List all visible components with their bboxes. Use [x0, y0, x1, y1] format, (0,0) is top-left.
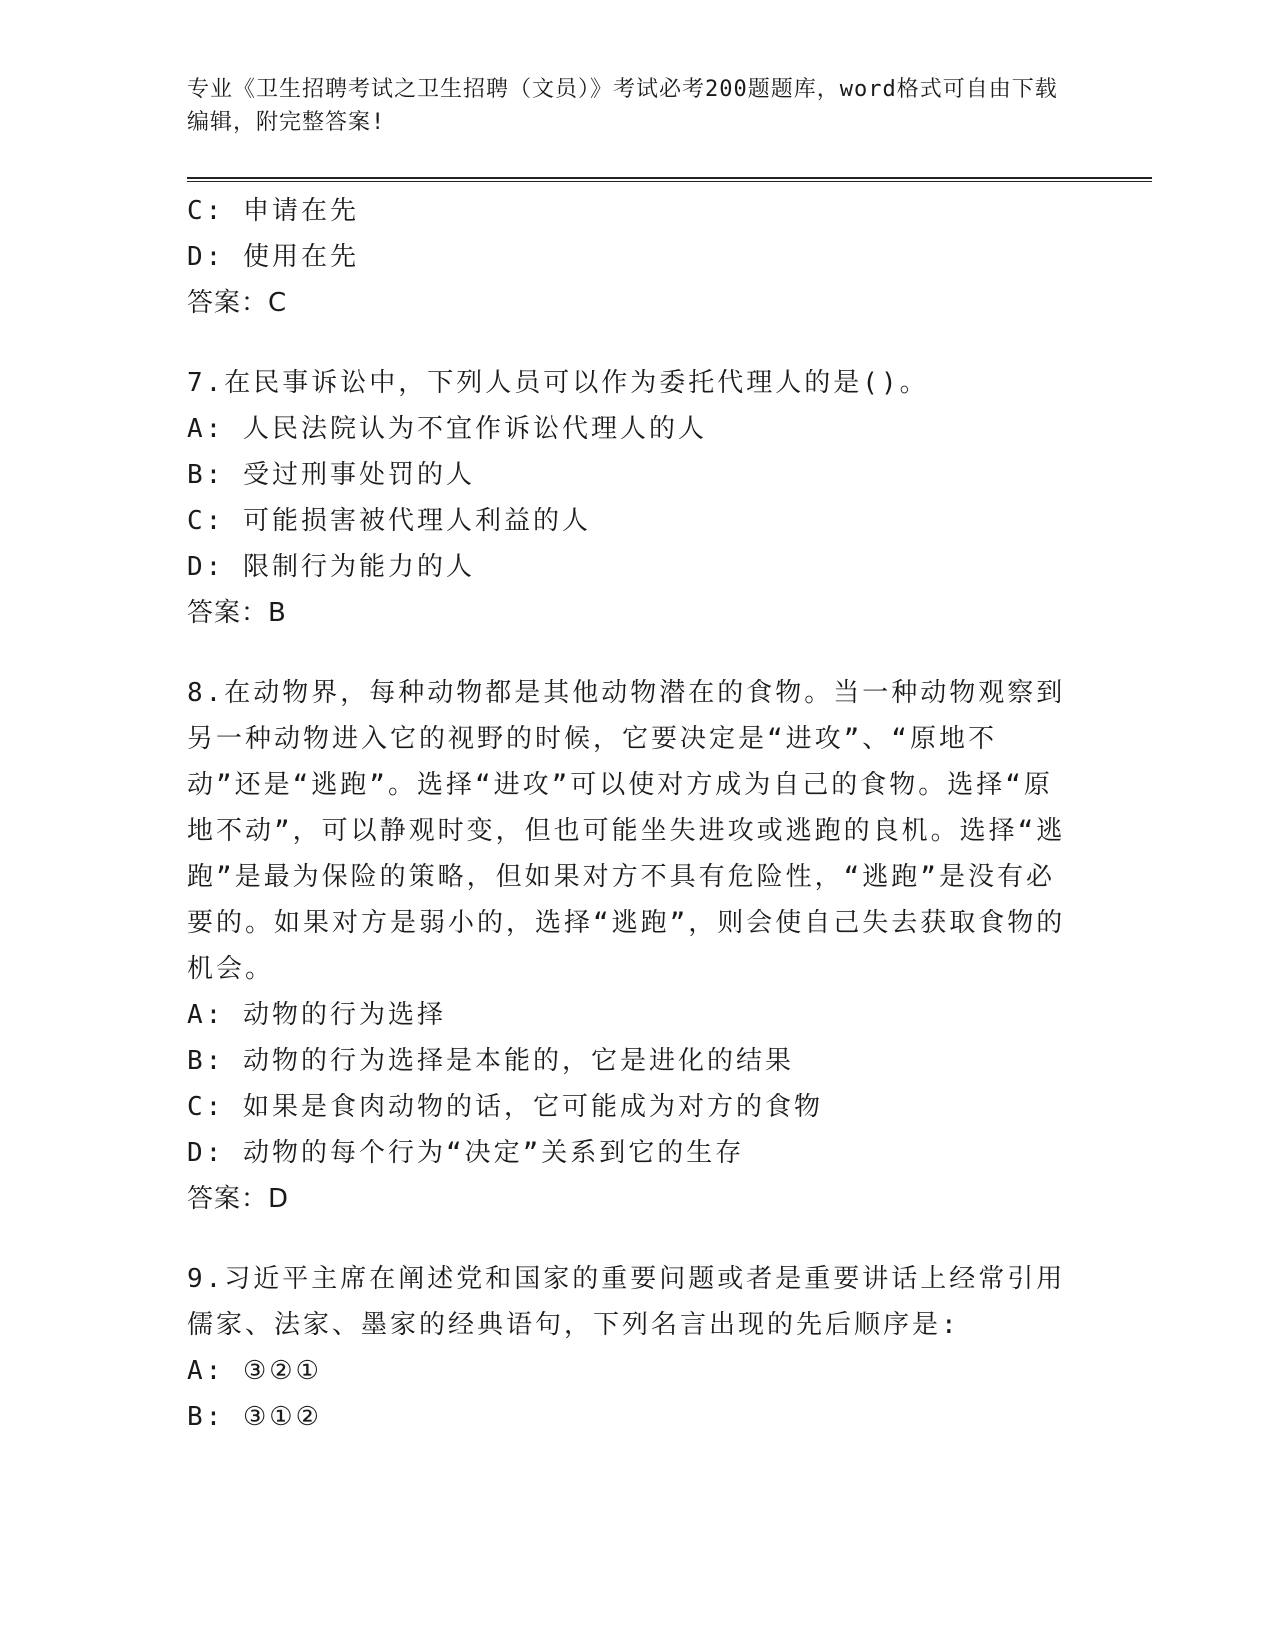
- question-7: [187, 360, 1067, 636]
- option-d: D: 使用在先: [187, 242, 359, 272]
- question-stem: 9.习近平主席在阐述党和国家的重要问题或者是重要讲话上经常引用儒家、法家、墨家的经典语句，下列名言出现的先后顺序是:: [187, 1264, 1066, 1340]
- option-b: B: 动物的行为选择是本能的，它是进化的结果: [187, 1046, 794, 1076]
- option-a: A: 动物的行为选择: [187, 1000, 446, 1030]
- option-a: A: 人民法院认为不宜作诉讼代理人的人: [187, 414, 707, 444]
- option-a: A: ③②①: [187, 1356, 322, 1386]
- option-d: D: 动物的每个行为“决定”关系到它的生存: [187, 1138, 745, 1168]
- previous-question-tail: [187, 188, 1067, 326]
- page-header: 专业《卫生招聘考试之卫生招聘（文员）》考试必考200题题库，word格式可自由下载编辑，附完整答案!: [187, 77, 1058, 135]
- option-b: B: ③①②: [187, 1402, 322, 1432]
- question-9: [187, 1256, 1067, 1440]
- option-c: C: 可能损害被代理人利益的人: [187, 506, 591, 536]
- answer-line: 答案：B: [187, 598, 287, 628]
- option-b: B: 受过刑事处罚的人: [187, 460, 475, 490]
- option-c: C: 如果是食肉动物的话，它可能成为对方的食物: [187, 1092, 823, 1122]
- answer-line: 答案：D: [187, 1184, 290, 1214]
- question-8: [187, 670, 1067, 1222]
- question-stem: 7.在民事诉讼中，下列人员可以作为委托代理人的是()。: [187, 368, 929, 398]
- answer-line: 答案：C: [187, 288, 288, 318]
- option-c: C: 申请在先: [187, 196, 359, 226]
- header-divider: [187, 177, 1152, 182]
- question-stem: 8.在动物界，每种动物都是其他动物潜在的食物。当一种动物观察到另一种动物进入它的视野的时候，它要决定是“进攻”、“原地不动”还是“逃跑”。选择“进攻”可以使对方成为自己的食物。选择“原地不动”，可以静观时变，但也可能坐失进攻或逃跑的良机。选择“逃跑”是最为保险的策略，但如果对方不具有危险性，“逃跑”是没有必要的。如果对方是弱小的，选择“逃跑”，则会使自己失去获取食物的机会。: [187, 678, 1066, 984]
- document-body: [187, 188, 1067, 1440]
- option-d: D: 限制行为能力的人: [187, 552, 475, 582]
